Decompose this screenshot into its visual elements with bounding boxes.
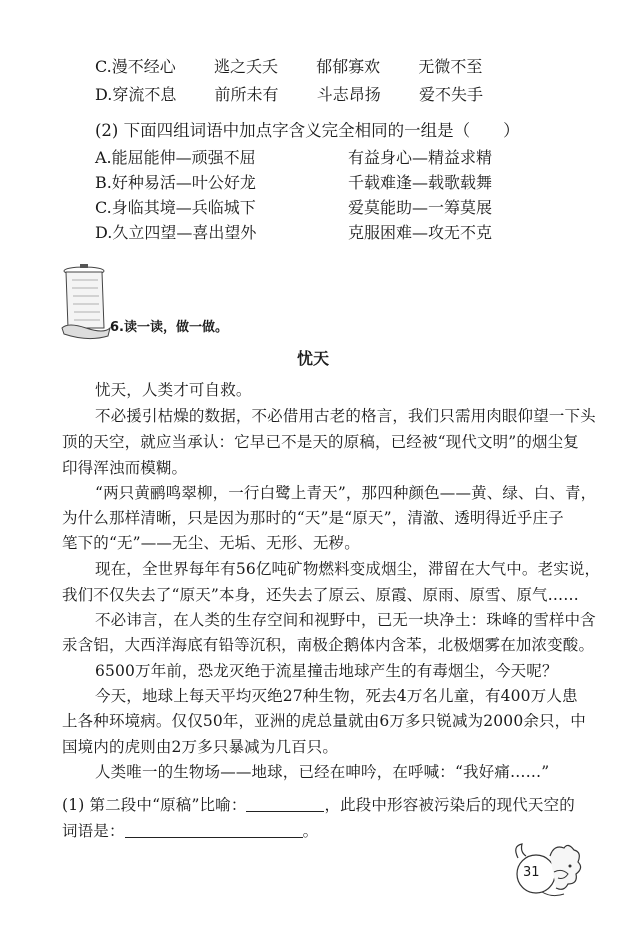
section-heading: 6.读一读，做一做。: [110, 320, 228, 335]
paragraph-line: “两只黄鹂鸣翠柳，一行白鹭上青天”，那四种颜色——黄、绿、白、青，: [95, 484, 597, 502]
option-word: 无微不至: [418, 57, 483, 76]
question-1-text: (1) 第二段中“原稿”比喻：: [62, 796, 247, 814]
paragraph-line: 忧天，人类才可自救。: [95, 381, 252, 399]
answer-blank-2[interactable]: [125, 823, 303, 838]
paragraph-line: 不必讳言，在人类的生存空间和视野中，已无一块净土：珠峰的雪样中含: [95, 611, 596, 629]
article-title: 忧天: [297, 349, 330, 368]
q2-option-b-left: B.好种易活—叶公好龙: [95, 173, 256, 192]
question-1-line: [62, 793, 575, 815]
page-corner-cartoon-icon: [506, 838, 584, 902]
option-word: 前所未有: [214, 85, 279, 104]
q2-option-a-left: A.能屈能伸—顽强不屈: [95, 148, 256, 167]
option-word: 逃之夭夭: [213, 57, 278, 76]
paragraph-line: 为什么那样清晰，只是因为那时的“天”是“原天”，清澈、透明得近乎庄子: [62, 509, 564, 527]
question-1-line-2: [62, 819, 318, 841]
answer-blank-1[interactable]: [246, 797, 324, 812]
paragraph-line: 国境内的虎则由2万多只暴减为几百只。: [62, 738, 339, 756]
paragraph-line: 我们不仅失去了“原天”本身，还失去了原云、原霞、原雨、原雪、原气……: [62, 586, 579, 604]
paragraph-line: 汞含铝，大西洋海底有铅等沉积，南极企鹅体内含苯，北极烟雾在加浓变酸。: [62, 636, 595, 654]
q2-option-c-left: C.身临其境—兵临城下: [95, 198, 256, 217]
paragraph-line: 顶的天空，就应当承认：它早已不是天的原稿，已经被“现代文明”的烟尘复: [62, 433, 579, 451]
q2-option-c-right: 爱莫能助—一筹莫展: [348, 198, 493, 217]
paragraph-line: 6500万年前，恐龙灭绝于流星撞击地球产生的有毒烟尘，今天呢？: [95, 662, 558, 680]
paragraph-line: 现在，全世界每年有56亿吨矿物燃料变成烟尘，滞留在大气中。老实说，: [95, 560, 601, 578]
q2-option-d-left: D.久立四望—喜出望外: [95, 223, 257, 242]
option-row-c: [95, 54, 482, 77]
scroll-illustration-icon: [58, 262, 114, 342]
q2-option-d-right: 克服困难—攻无不克: [348, 223, 493, 242]
paragraph-line: 上各种环境病。仅仅50年，亚洲的虎总量就由6万多只锐减为2000余只，中: [62, 712, 586, 730]
page-number: 31: [523, 865, 540, 880]
option-word: 爱不失手: [418, 85, 483, 104]
paragraph-line: 印得浑浊而模糊。: [62, 459, 188, 477]
option-word: 斗志昂扬: [316, 85, 381, 104]
paragraph-line: 不必援引枯燥的数据，不必借用古老的格言，我们只需用肉眼仰望一下头: [95, 407, 596, 425]
question-1-end: 。: [302, 822, 319, 840]
option-text: D.穿流不息: [95, 85, 177, 104]
paragraph-line: 今天，地球上每天平均灭绝27种生物，死去4万名儿童，有400万人患: [95, 687, 578, 705]
option-word: 郁郁寡欢: [316, 57, 381, 76]
question-1-text-cont: ，此段中形容被污染后的现代天空的: [324, 796, 575, 814]
question-1-text-3: 词语是：: [62, 822, 125, 840]
question-2-text: (2) 下面四组词语中加点字含义完全相同的一组是（ ）: [95, 121, 520, 140]
paragraph-line: 笔下的“无”——无尘、无垢、无形、无秽。: [62, 534, 360, 552]
q2-option-a-right: 有益身心—精益求精: [348, 148, 493, 167]
q2-option-b-right: 千载难逢—载歌载舞: [348, 173, 493, 192]
option-text: C.漫不经心: [95, 57, 176, 76]
paragraph-line: 人类唯一的生物场——地球，已经在呻吟，在呼喊：“我好痛……”: [95, 763, 550, 781]
option-row-d: [95, 82, 483, 105]
